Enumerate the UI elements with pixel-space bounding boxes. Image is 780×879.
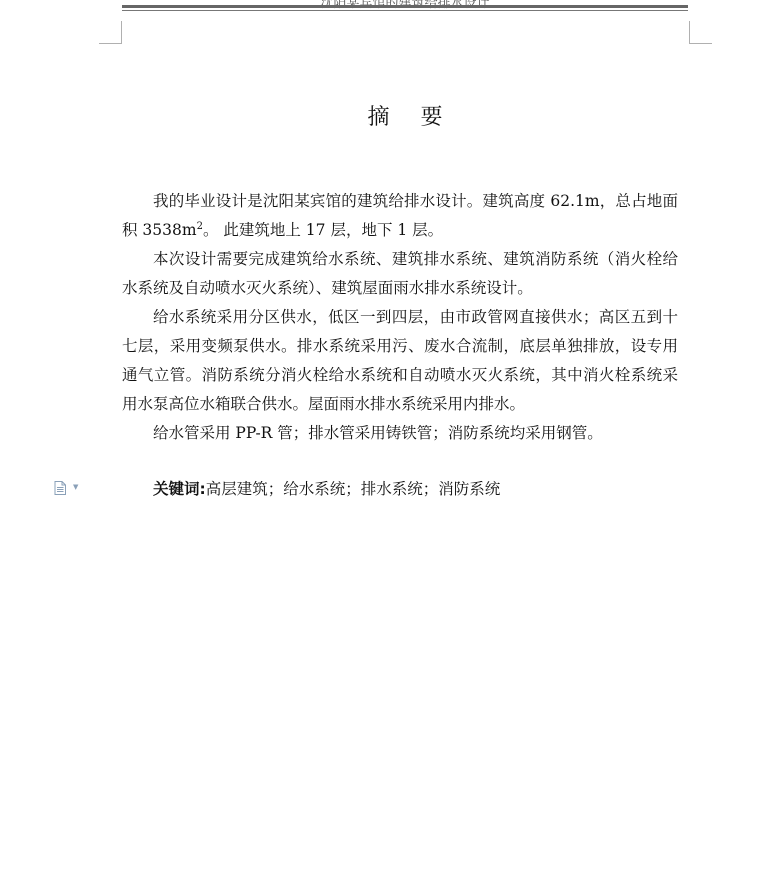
- header-rule-thick: [122, 5, 688, 8]
- document-icon[interactable]: [54, 481, 66, 495]
- superscript-2: 2: [196, 220, 203, 232]
- abstract-paragraph-4: 给水管采用 PP-R 管；排水管采用铸铁管；消防系统均采用钢管。: [153, 424, 603, 442]
- abstract-paragraph-1: [122, 187, 678, 245]
- header-rule-thin: [122, 10, 688, 11]
- abstract-paragraph-2: 本次设计需要完成建筑给水系统、建筑排水系统、建筑消防系统（消火栓给水系统及自动喷水灭火系统）、建筑屋面雨水排水系统设计。: [122, 250, 678, 297]
- keywords-label: 关键词: [153, 480, 200, 498]
- keywords-list: 高层建筑；给水系统；排水系统；消防系统: [205, 480, 501, 498]
- top-right-margin-mark: [689, 21, 712, 44]
- abstract-paragraph-3: 给水系统采用分区供水，低区一到四层，由市政管网直接供水；高区五到十七层，采用变频泵供水。排水系统采用污、废水合流制，底层单独排放，设专用通气立管。消防系统分消火栓给水系统和自动喷水灭火系统，其中消火栓系统采用水泵高位水箱联合供水。屋面雨水排水系统采用内排水。: [122, 308, 678, 413]
- top-left-margin-mark: [99, 21, 122, 44]
- caret-down-icon[interactable]: ▼: [73, 483, 79, 491]
- keywords-colon: :: [199, 480, 206, 498]
- abstract-body: [122, 187, 678, 448]
- paragraph-1-text: 我的毕业设计是沈阳某宾馆的建筑给排水设计。建筑高度 62.1m，总占地面积 3538m: [122, 192, 678, 239]
- abstract-title: 摘 要: [367, 105, 455, 130]
- keywords-line: [153, 476, 500, 502]
- paragraph-1-tail: 。 此建筑地上 17 层，地下 1 层。: [202, 221, 444, 239]
